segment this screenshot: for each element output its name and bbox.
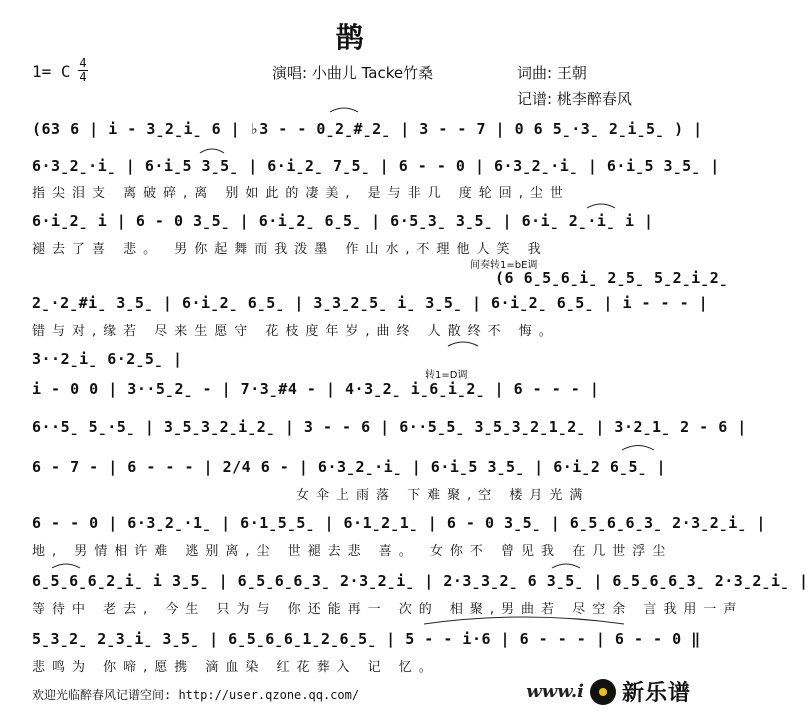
site-logo xyxy=(526,676,691,707)
logo-name: 新乐谱 xyxy=(621,681,691,706)
score-line-2: 6·3̱2̱·i̱ | 6·i̱5 3̱5̱ | 6·i̱2̱ 7̱5̱ | 6 - - 0 | 6·3̱2̱·i̱ | 6·i̱5 3̱5̱ | xyxy=(32,157,720,175)
logo-url: www.i xyxy=(526,681,584,702)
meter-top: 4 xyxy=(79,56,87,70)
lyric-line-3: 褪去了喜 悲。 男你起舞而我泼墨 作山水,不理他人笑 我 xyxy=(32,242,548,257)
score-line-6: i - 0 0 | 3··5̱2̱ - | 7·3̱#4 - | 4·3̱2̱ i̱6̱i̱2̱ | 6 - - - | xyxy=(32,380,600,398)
footer-text: 欢迎光临醉春风记谱空间: http://user.qzone.qq.com/ xyxy=(32,688,360,702)
slur xyxy=(424,617,624,624)
score-line-5: 3··2̱i̱ 6·2̱5̱ | xyxy=(32,350,183,368)
key-signature: 1= C xyxy=(32,62,71,81)
song-title: 鹊 xyxy=(335,21,366,54)
slur xyxy=(587,204,615,208)
slur xyxy=(52,564,80,568)
lyric-line-8: 女伞上雨落 下难聚,空 楼月光满 xyxy=(296,488,590,503)
score-line-7: 6··5̱ 5̱·5̱ | 3̱5̱3̱2̱i̱2̱ | 3 - - 6 | 6··5̱5̱ 3̱5̱3̱2̱1̱2̱ | 3·2̱1̱ 2 - 6 | xyxy=(32,418,747,436)
modulation-d-note: 转1=D调 xyxy=(425,370,468,381)
slur xyxy=(330,108,358,112)
transcriber-credit: 记谱: 桃李醉春风 xyxy=(517,90,632,108)
lyric-line-4: 错与对,缘若 尽来生愿守 花枝度年岁,曲终 人散终不 悔。 xyxy=(32,324,559,339)
score-line-11: 5̱3̱2̱ 2̱3̱i̱ 3̱5̱ | 6̱5̱6̱6̱1̱2̱6̱5̱ | 5 - - i·6 | 6 - - - | 6 - - 0 ‖ xyxy=(32,630,701,648)
score-line-9: 6 - - 0 | 6·3̱2̱·1̱ | 6·1̱5̱5̱ | 6·1̱2̱1̱ | 6 - 0 3̱5̱ | 6̱5̱6̱6̱3̱ 2·3̱2̱i̱ | xyxy=(32,514,766,532)
singer-credit: 演唱: 小曲儿 Tacke竹桑 xyxy=(272,64,434,82)
score-line-3: 6·i̱2̱ i | 6 - 0 3̱5̱ | 6·i̱2̱ 6̱5̱ | 6·5̱3̱ 3̱5̱ | 6·i̱ 2̱·i̱ i | xyxy=(32,212,654,230)
score-line-4: 2̱·2̱#i̱ 3̱5̱ | 6·i̱2̱ 6̱5̱ | 3̱3̱2̱5̱ i̱ 3̱5̱ | 6·i̱2̱ 6̱5̱ | i - - - | xyxy=(32,294,709,312)
slur xyxy=(448,342,478,346)
score-line-8: 6 - 7 - | 6 - - - | 2/4 6 - | 6·3̱2̱·i̱ | 6·i̱5 3̱5̱ | 6·i̱2 6̱5̱ | xyxy=(32,458,667,476)
interlude-phrase: (6 6̱5̱6̱i̱ 2̱5̱ 5̱2̱i̱2̱ xyxy=(495,269,729,287)
meter-bottom: 4 xyxy=(79,70,87,84)
interlude-modulation-note: 间奏转1=bE调 xyxy=(470,260,538,271)
slur xyxy=(200,149,224,153)
lyric-line-2: 指尖泪支 离破碎,离 别如此的凄美, 是与非几 度轮回,尘世 xyxy=(32,186,570,201)
lyric-line-9: 地, 男情相许难 逃别离,尘 世褪去悲 喜。 女你不 曾见我 在几世浮尘 xyxy=(32,544,673,559)
lyric-line-10: 等待中 老去, 今生 只为与 你还能再一 次的 相聚,男曲若 尽空余 言我用一声 xyxy=(32,602,744,617)
score-line-intro: (63 6 | i - 3̱2̱i̱ 6 | ♭3 - - 0̱2̱#̱2̱ | 3 - - 7 | 0 6 5̱·3̱ 2̱i̱5̱ ) | xyxy=(32,120,703,138)
lyricist-credit: 词曲: 王朝 xyxy=(517,64,587,82)
slur xyxy=(622,446,654,451)
score-line-10: 6̱5̱6̱6̱2̱i̱ i 3̱5̱ | 6̱5̱6̱6̱3̱ 2·3̱2̱i̱ | 2·3̱3̱2̱ 6 3̱5̱ | 6̱5̱6̱6̱3̱ 2·3̱2̱i̱ | xyxy=(32,572,809,590)
slur xyxy=(552,564,580,568)
lyric-line-11: 悲鸣为 你啼,愿携 滴血染 红花葬入 记 忆。 xyxy=(32,660,439,675)
disc-icon xyxy=(590,679,616,705)
